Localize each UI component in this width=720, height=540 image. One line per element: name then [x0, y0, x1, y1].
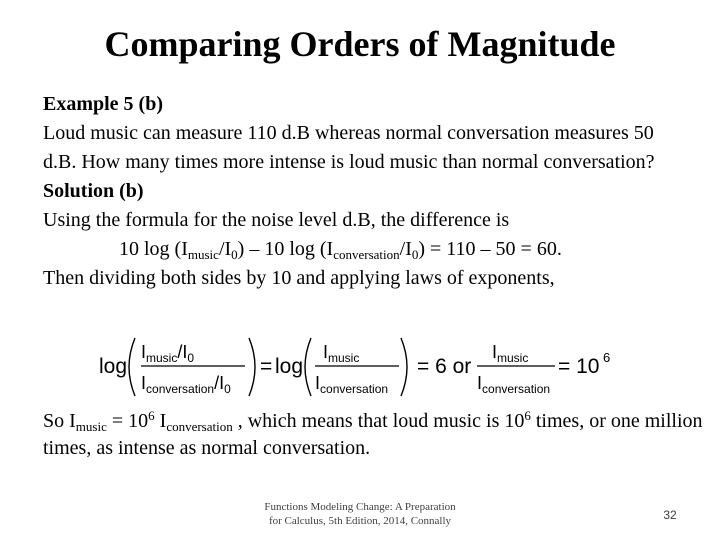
log-equation — [97, 334, 617, 400]
slide-title: Comparing Orders of Magnitude — [104, 24, 616, 64]
solution-intro: Using the formula for the noise level d.B, the difference is — [43, 209, 510, 231]
footer-line-1: Functions Modeling Change: A Preparation — [264, 501, 456, 513]
log-label-2: log — [275, 355, 304, 378]
conclusion-text: So $I_{music} = 10^6$ $I_{conversation}$ , which means that loud music is $10^6$ times, or one million times, as intense as normal conversation. — [43, 408, 703, 459]
svg-text:Iconversation/I0: $I_{conversation}/I_0$ — [141, 373, 231, 396]
svg-text:Imusic: $I_{music}$ — [492, 342, 529, 365]
example-heading: Example 5 (b) — [43, 93, 163, 115]
svg-text:= 10: = 10 — [558, 355, 600, 378]
log-label-1: log — [99, 355, 128, 378]
svg-text:Iconversation: $I_{conversation}$ — [477, 373, 551, 396]
difference-formula: 10 $\log (I_{music}/I_0) - 10$ $\log (I_{conversation}/I_0) = 110 - 50 = 60$. — [119, 238, 562, 262]
svg-text:Imusic: $I_{music}$ — [323, 342, 360, 365]
footer-line-2: for Calculus, 5th Edition, 2014, Connally — [268, 515, 452, 527]
svg-text:6: 6 — [603, 350, 611, 365]
page-number: 32 — [663, 508, 677, 522]
slide-body — [43, 90, 683, 293]
svg-text:=: = — [260, 355, 273, 378]
footer-citation — [240, 500, 480, 528]
then-line: Then dividing both sides by 10 and applying laws of exponents, — [43, 267, 555, 289]
svg-text:Imusic/I0: $I_{music}/I_0$ — [141, 342, 195, 365]
svg-text:Iconversation: $I_{conversation}$ — [315, 373, 389, 396]
problem-text: Loud music can measure 110 d.B whereas normal conversation measures 50 d.B. How many times more intense is loud music than normal conversation? — [43, 122, 655, 173]
solution-heading: Solution (b) — [43, 180, 144, 202]
svg-text:= 6 or: = 6 or — [417, 355, 472, 378]
